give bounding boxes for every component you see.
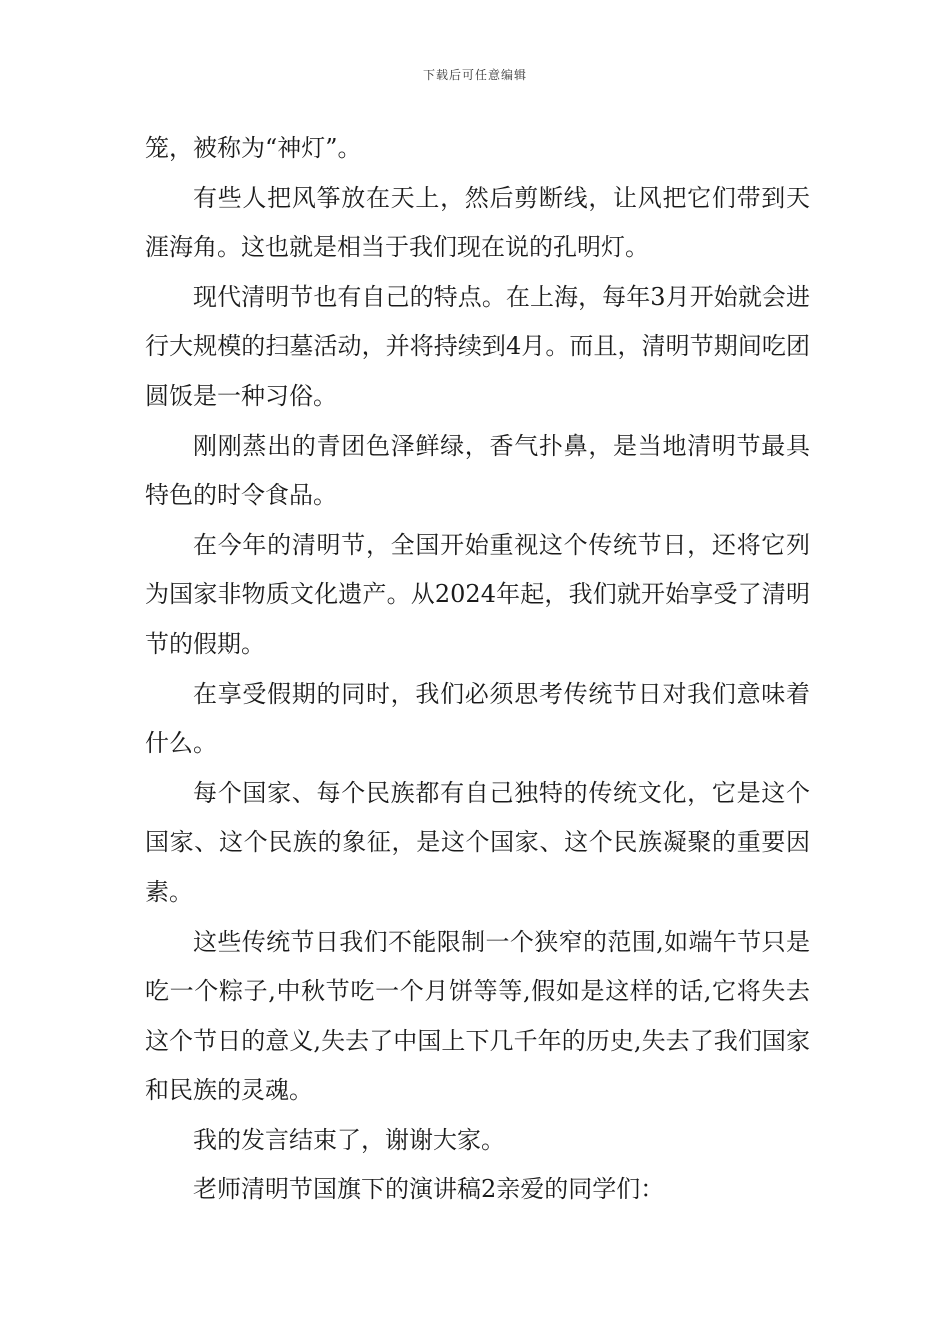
paragraph-modern-qingming: 现代清明节也有自己的特点。在上海，每年3月开始就会进行大规模的扫墓活动，并将持续到4月。而且，清明节期间吃团圆饭是一种习俗。 (145, 282, 810, 410)
paragraph-qingtuan: 刚刚蒸出的青团色泽鲜绿，香气扑鼻，是当地清明节最具特色的时令食品。 (145, 431, 810, 510)
paragraph-kites: 有些人把风筝放在天上，然后剪断线，让风把它们带到天涯海角。这也就是相当于我们现在说的孔明灯。 (145, 183, 810, 262)
document-body (145, 124, 810, 1215)
paragraph-festivals: 这些传统节日我们不能限制一个狭窄的范围,如端午节只是吃一个粽子,中秋节吃一个月饼等等,假如是这样的话,它将失去这个节日的意义,失去了中国上下几千年的历史,失去了我们国家和民族的灵魂。 (145, 927, 810, 1105)
paragraph-heritage: 在今年的清明节，全国开始重视这个传统节日，还将它列为国家非物质文化遗产。从2024年起，我们就开始享受了清明节的假期。 (145, 530, 810, 658)
page-header: 下载后可任意编辑 (422, 68, 527, 82)
paragraph-closing: 我的发言结束了，谢谢大家。 (193, 1125, 505, 1154)
paragraph-next-speech-title: 老师清明节国旗下的演讲稿2亲爱的同学们： (193, 1175, 665, 1204)
paragraph-culture: 每个国家、每个民族都有自己独特的传统文化，它是这个国家、这个民族的象征，是这个国家、这个民族凝聚的重要因素。 (145, 778, 810, 906)
paragraph-meaning: 在享受假期的同时，我们必须思考传统节日对我们意味着什么。 (145, 679, 810, 758)
paragraph-continuation: 笼，被称为“神灯”。 (145, 134, 362, 162)
